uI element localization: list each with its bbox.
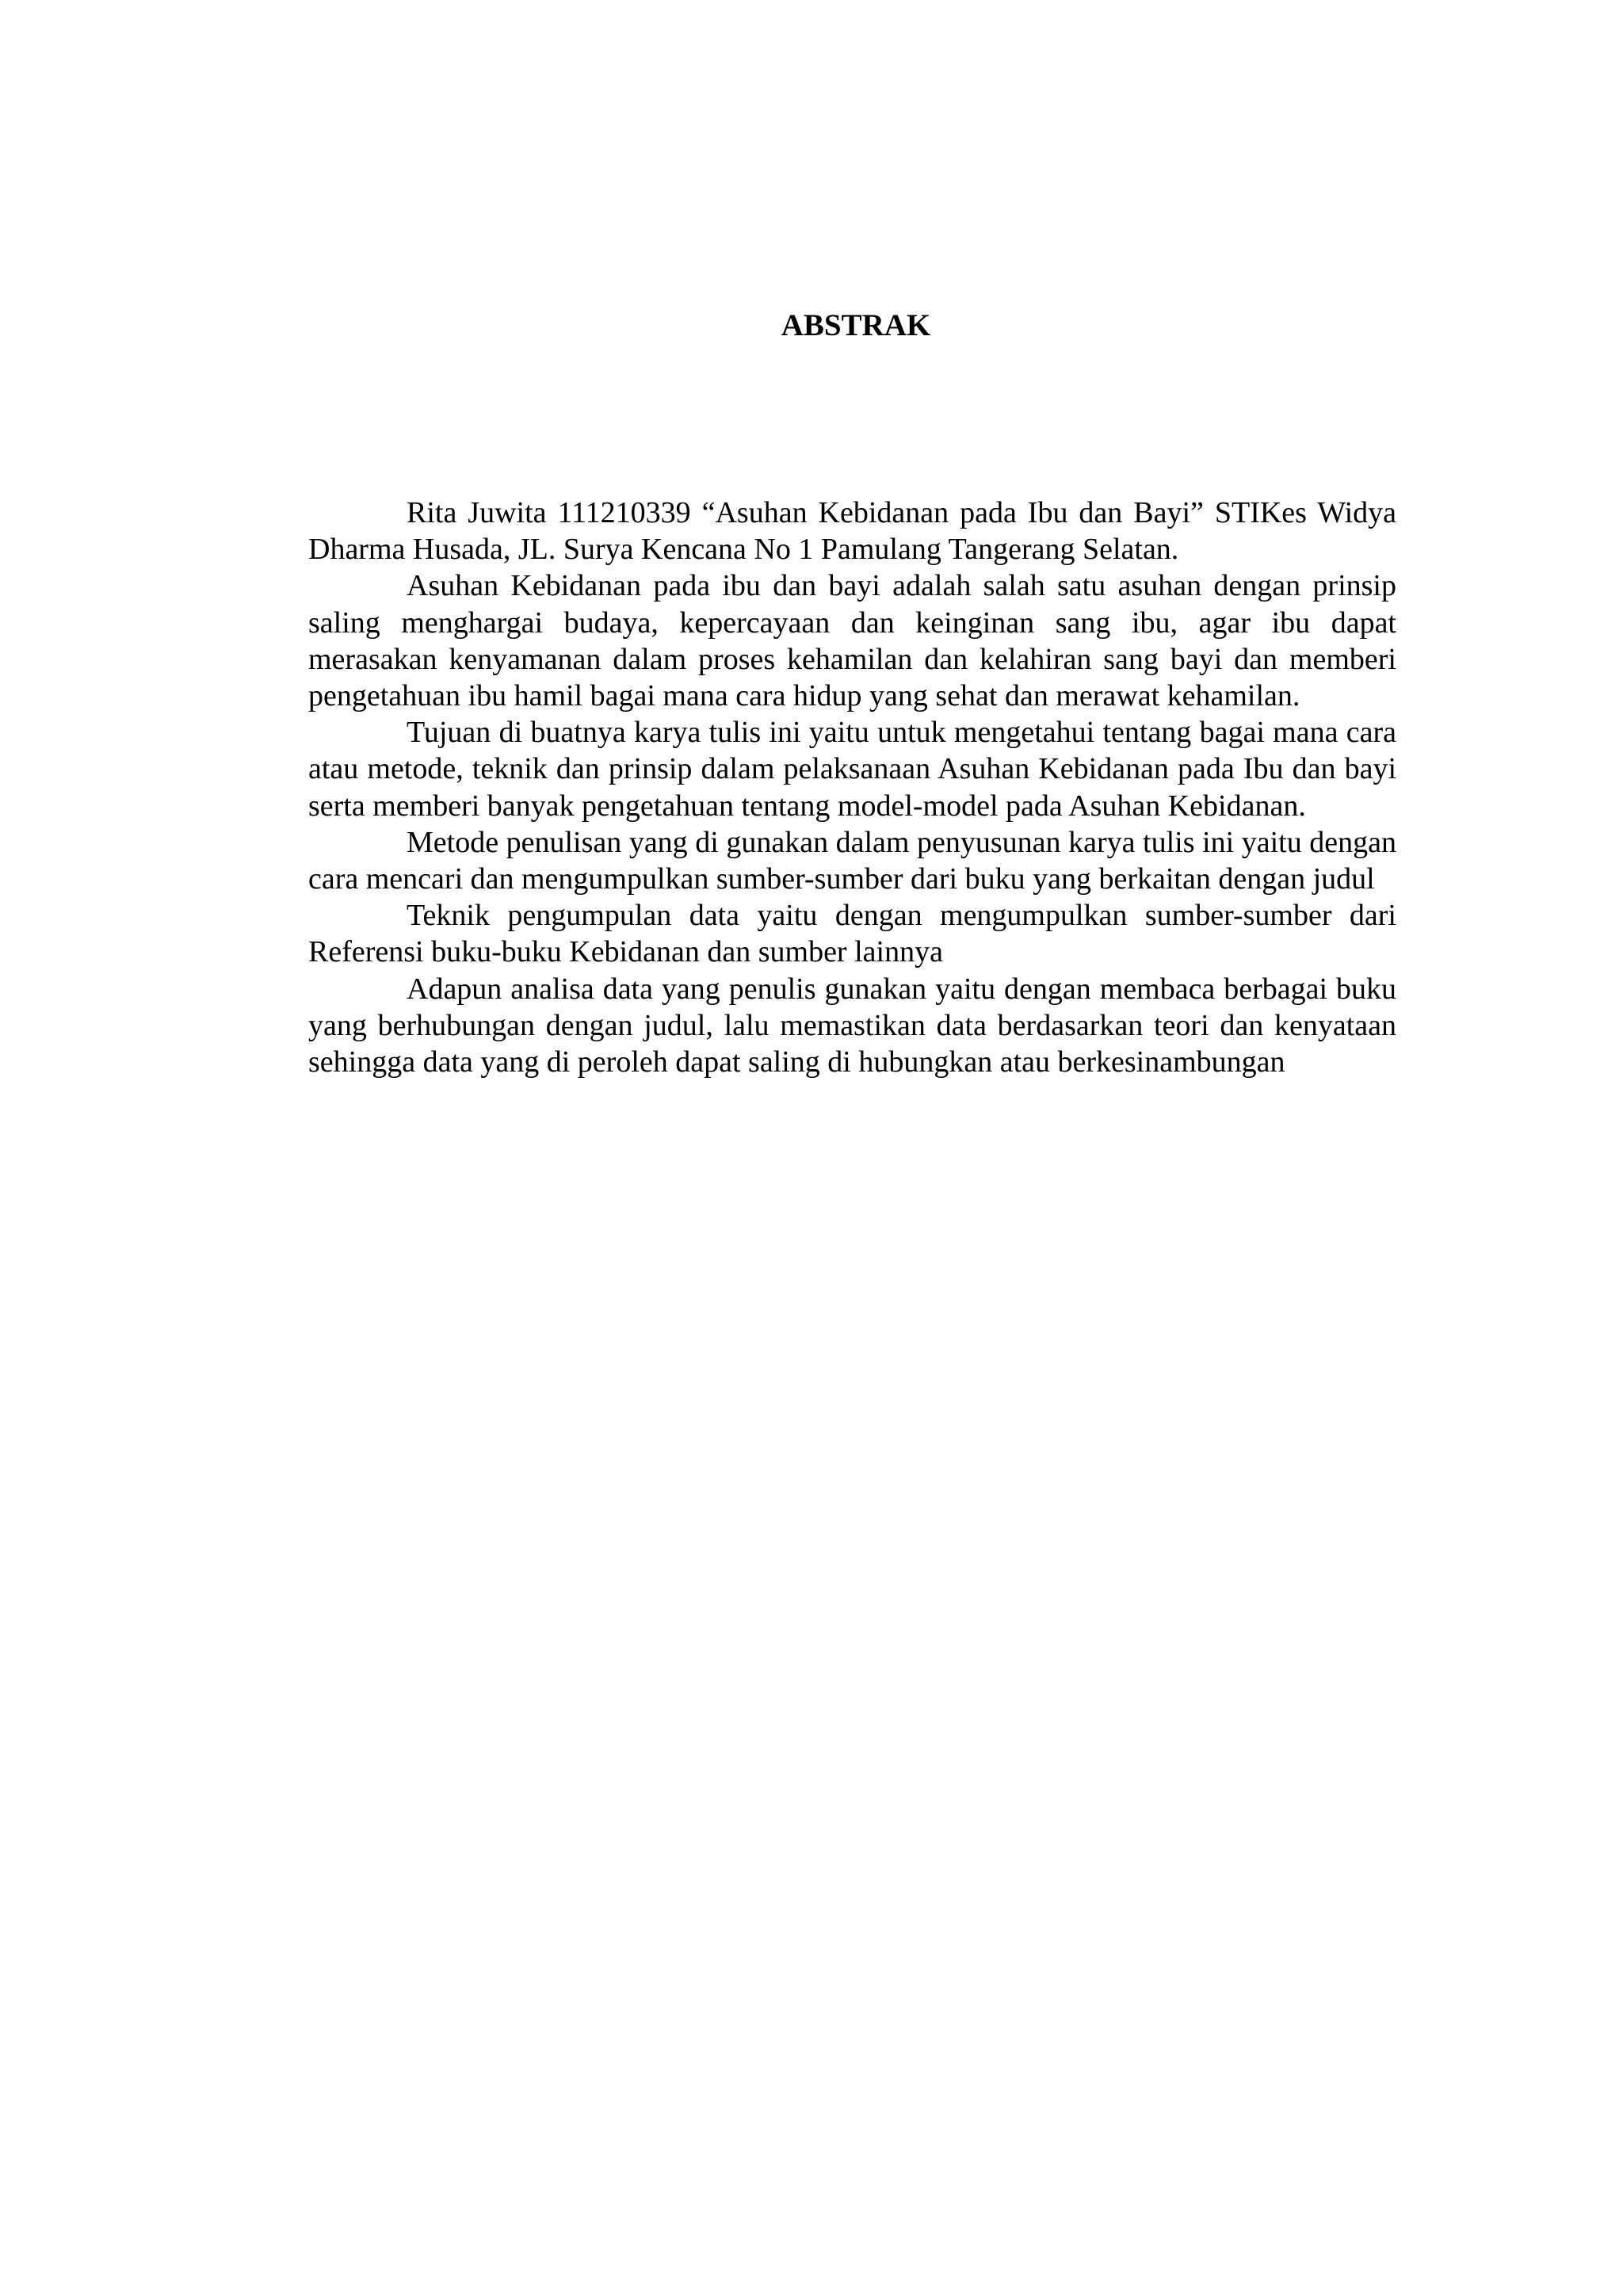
paragraph-objective: Tujuan di buatnya karya tulis ini yaitu untuk mengetahui tentang bagai mana cara atau metode, teknik dan prinsip dalam pelaksanaan Asuhan Kebidanan pada Ibu dan bayi serta memberi banyak pengetahuan tentang model-model pada Asuhan Kebidanan. <box>308 716 1396 823</box>
paragraph-citation: Rita Juwita 111210339 “Asuhan Kebidanan pada Ibu dan Bayi” STIKes Widya Dharma Husada, JL. Surya Kencana No 1 Pamulang Tangerang Selatan. <box>308 496 1396 567</box>
paragraph-description: Asuhan Kebidanan pada ibu dan bayi adalah salah satu asuhan dengan prinsip saling menghargai budaya, kepercayaan dan keinginan sang ibu, agar ibu dapat merasakan kenyamanan dalam proses kehamilan dan kelahiran sang bayi dan memberi pengetahuan ibu hamil bagai mana cara hidup yang sehat dan merawat kehamilan. <box>308 569 1396 713</box>
paragraph-data-collection: Teknik pengumpulan data yaitu dengan mengumpulkan sumber-sumber dari Referensi buku-buku Kebidanan dan sumber lainnya <box>308 899 1396 969</box>
abstract-body <box>308 495 1396 1080</box>
paragraph-method: Metode penulisan yang di gunakan dalam penyusunan karya tulis ini yaitu dengan cara mencari dan mengumpulkan sumber-sumber dari buku yang berkaitan dengan judul <box>308 825 1396 896</box>
page-title: ABSTRAK <box>781 308 931 342</box>
paragraph-analysis: Adapun analisa data yang penulis gunakan yaitu dengan membaca berbagai buku yang berhubungan dengan judul, lalu memastikan data berdasarkan teori dan kenyataan sehingga data yang di peroleh dapat saling di hubungkan atau berkesinambungan <box>308 972 1396 1079</box>
